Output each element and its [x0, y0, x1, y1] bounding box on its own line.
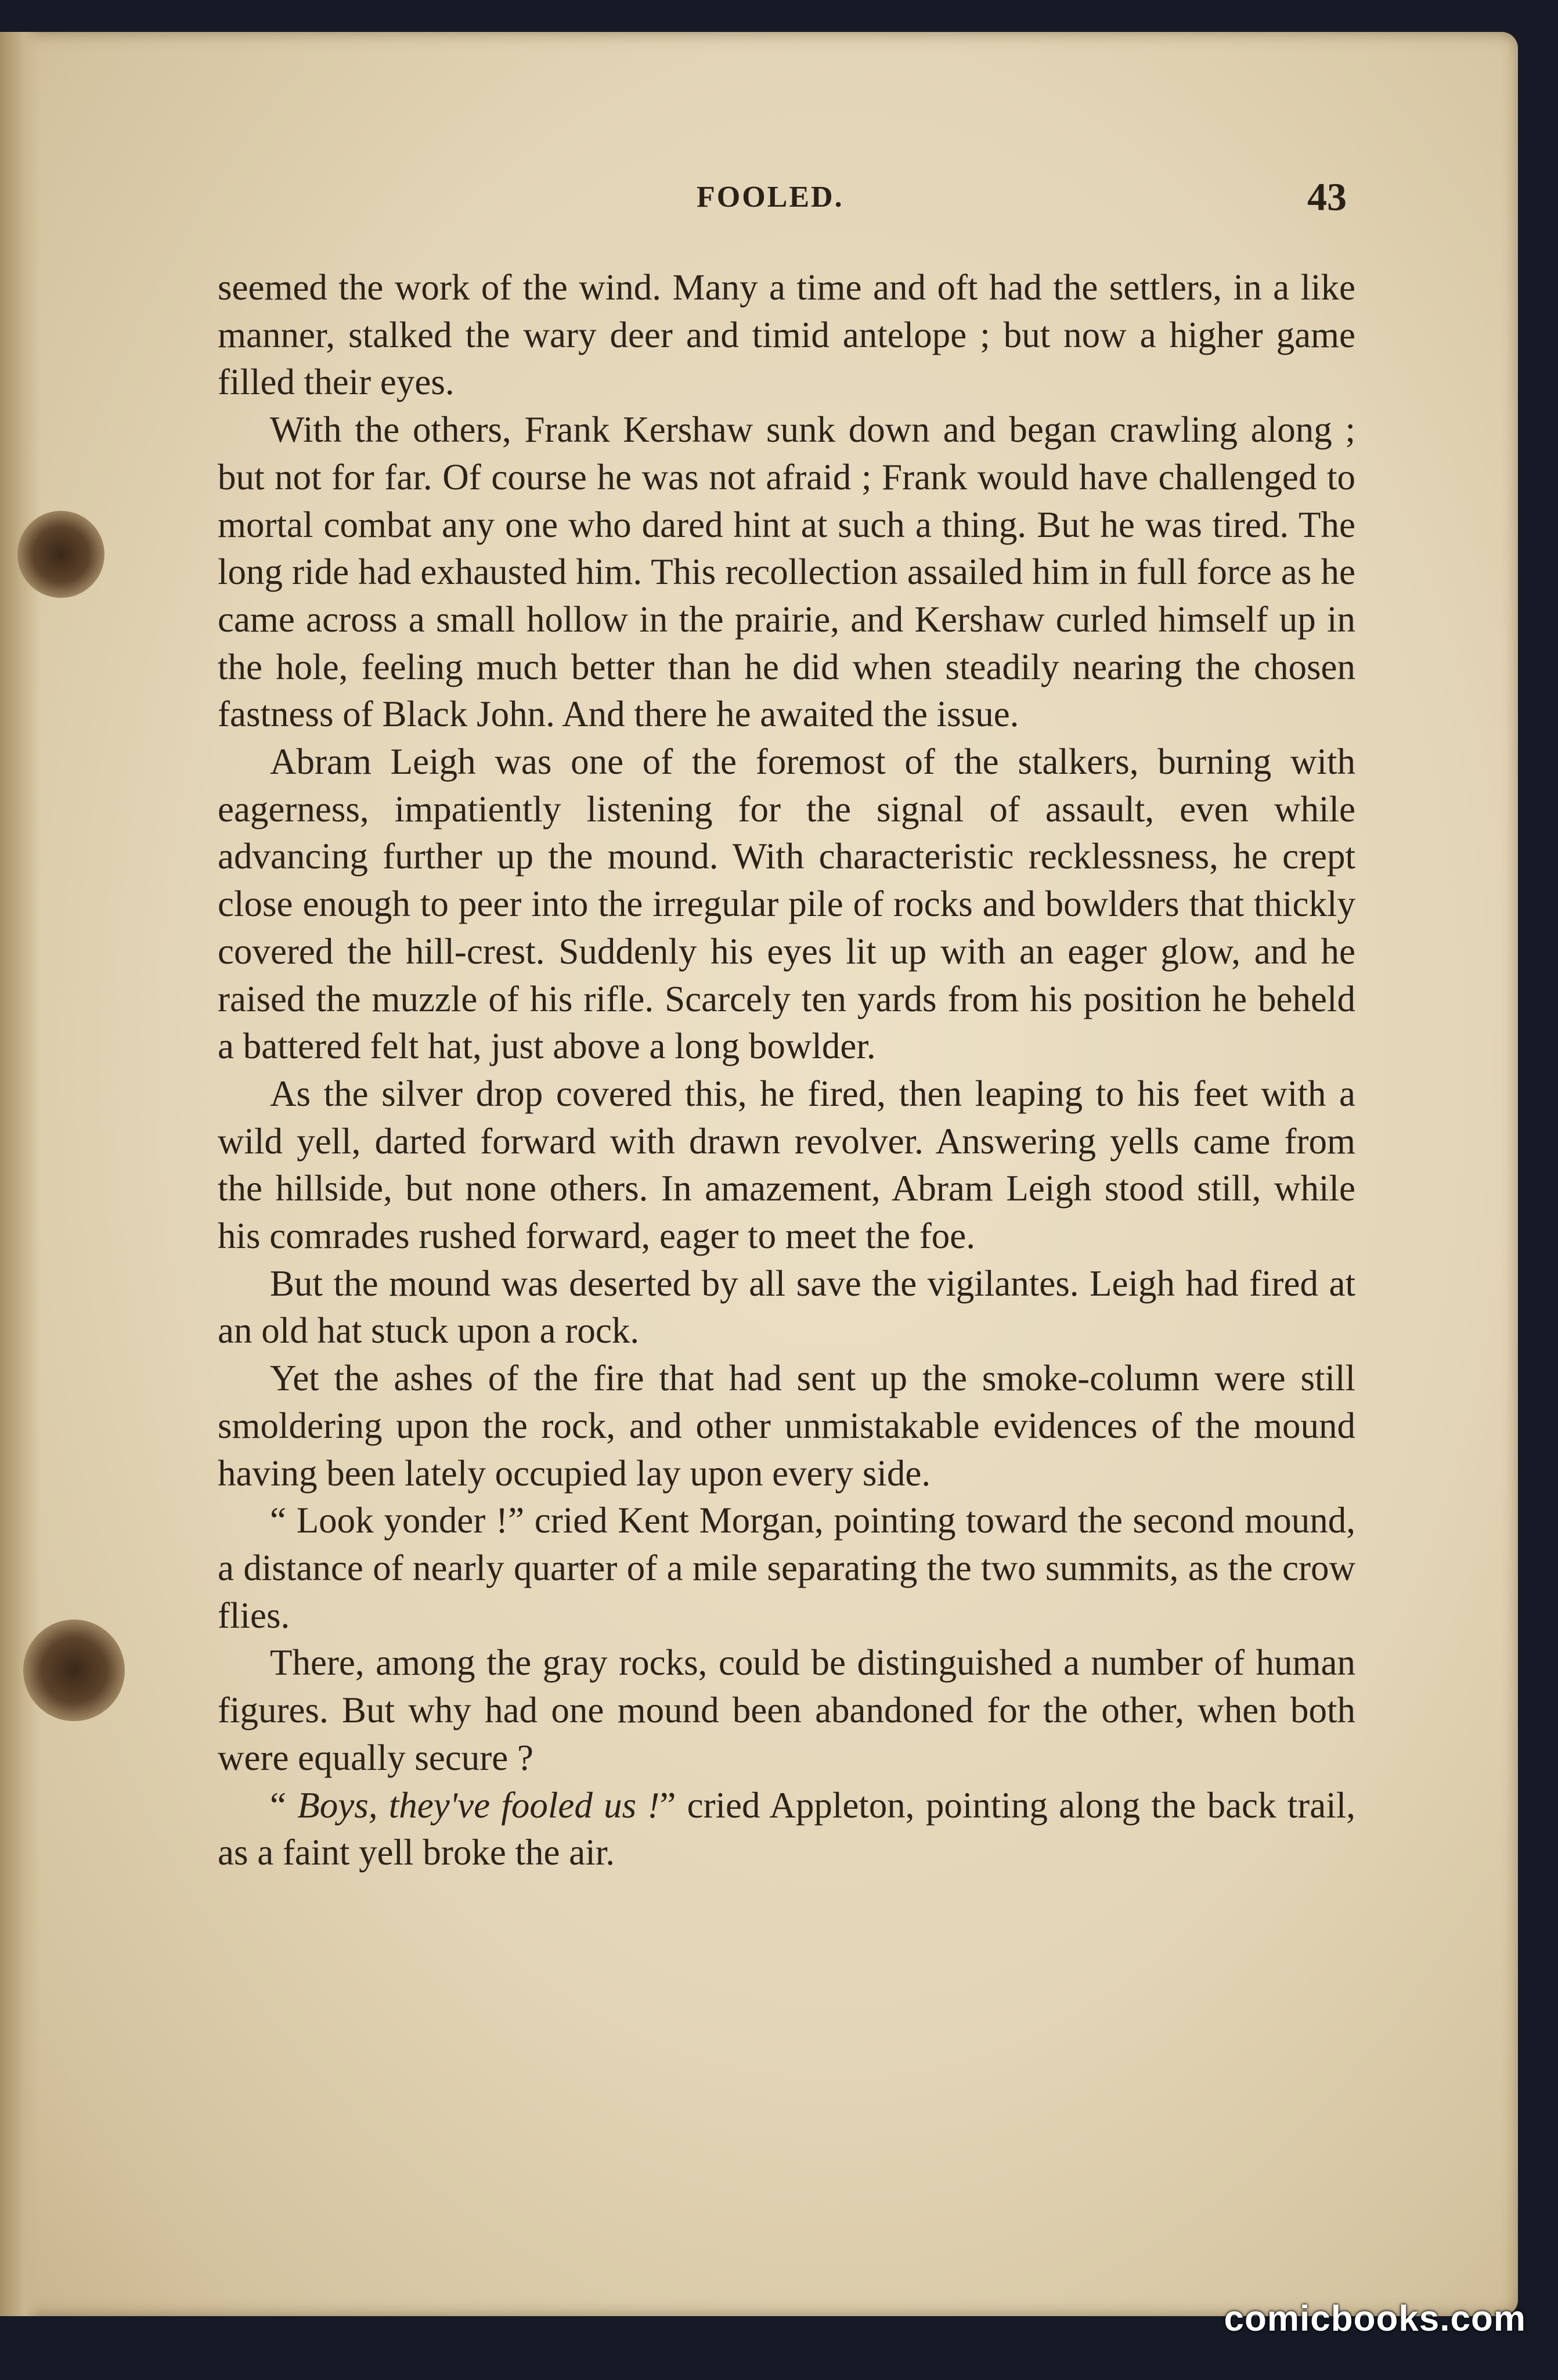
binding-hole-top [17, 511, 104, 598]
paragraph: “ Look yonder !” cried Kent Morgan, pointing toward the second mound, a distance of nearly quarter of a mile separating the two summits, as the crow flies. [218, 1500, 1355, 1636]
page-number: 43 [1307, 175, 1347, 219]
paragraph: Abram Leigh was one of the foremost of the stalkers, burning with eagerness, impatiently listening for the signal of assault, even while advancing further up the mound. With characteristic recklessness, he crept close enough to peer into the irregular pile of rocks and bowlders that thickly covered the hill-crest. Suddenly his eyes lit up with an eager glow, and he raised the muzzle of his rifle. Scarcely ten yards from his position he beheld a battered felt hat, just above a long bowlder. [218, 741, 1355, 1067]
watermark: comicbooks.com [1224, 2299, 1526, 2339]
paragraph: There, among the gray rocks, could be distinguished a number of human figures. But why had one mound been abandoned for the other, when both were equally secure ? [218, 1642, 1355, 1778]
paragraph: seemed the work of the wind. Many a time and oft had the settlers, in a like manner, stalked the wary deer and timid antelope ; but now a higher game filled their eyes. [218, 267, 1355, 403]
page-text [218, 264, 1355, 1877]
italic-speech: Boys, they've fooled us ! [297, 1784, 660, 1826]
paragraph: As the silver drop covered this, he fired, then leaping to his feet with a wild yell, darted forward with drawn revolver. Answering yells came from the hillside, but none others. In amazement, Abram Leigh stood still, while his comrades rushed forward, eager to meet the foe. [218, 1073, 1355, 1257]
paragraph-rest: ” cried Appleton, pointing along the back trail, as a faint yell broke the air. [218, 1784, 1355, 1873]
running-head: FOOLED. [697, 181, 844, 214]
paragraph: With the others, Frank Kershaw sunk down and began crawling along ; but not for far. Of course he was not afraid ; Frank would have challenged to mortal combat any one who dared hint at such a thing. But he was tired. The long ride had exhausted him. This recollection assailed him in full force as he came across a small hollow in the prairie, and Kershaw curled himself up in the hole, feeling much better than he did when steadily nearing the chosen fastness of Black John. And there he awaited the issue. [218, 409, 1355, 735]
paragraph: Yet the ashes of the fire that had sent up the smoke-column were still smoldering upon the rock, and other unmistakable evidences of the mound having been lately occupied lay upon every side. [218, 1358, 1355, 1494]
page-header [215, 174, 1347, 221]
paragraph: But the mound was deserted by all save the vigilantes. Leigh had fired at an old hat stuck upon a rock. [218, 1263, 1355, 1351]
binding-edge [0, 32, 41, 2316]
binding-hole-bottom [23, 1620, 125, 1721]
open-quote: “ [270, 1784, 298, 1826]
paragraph-last [218, 1782, 1355, 1877]
